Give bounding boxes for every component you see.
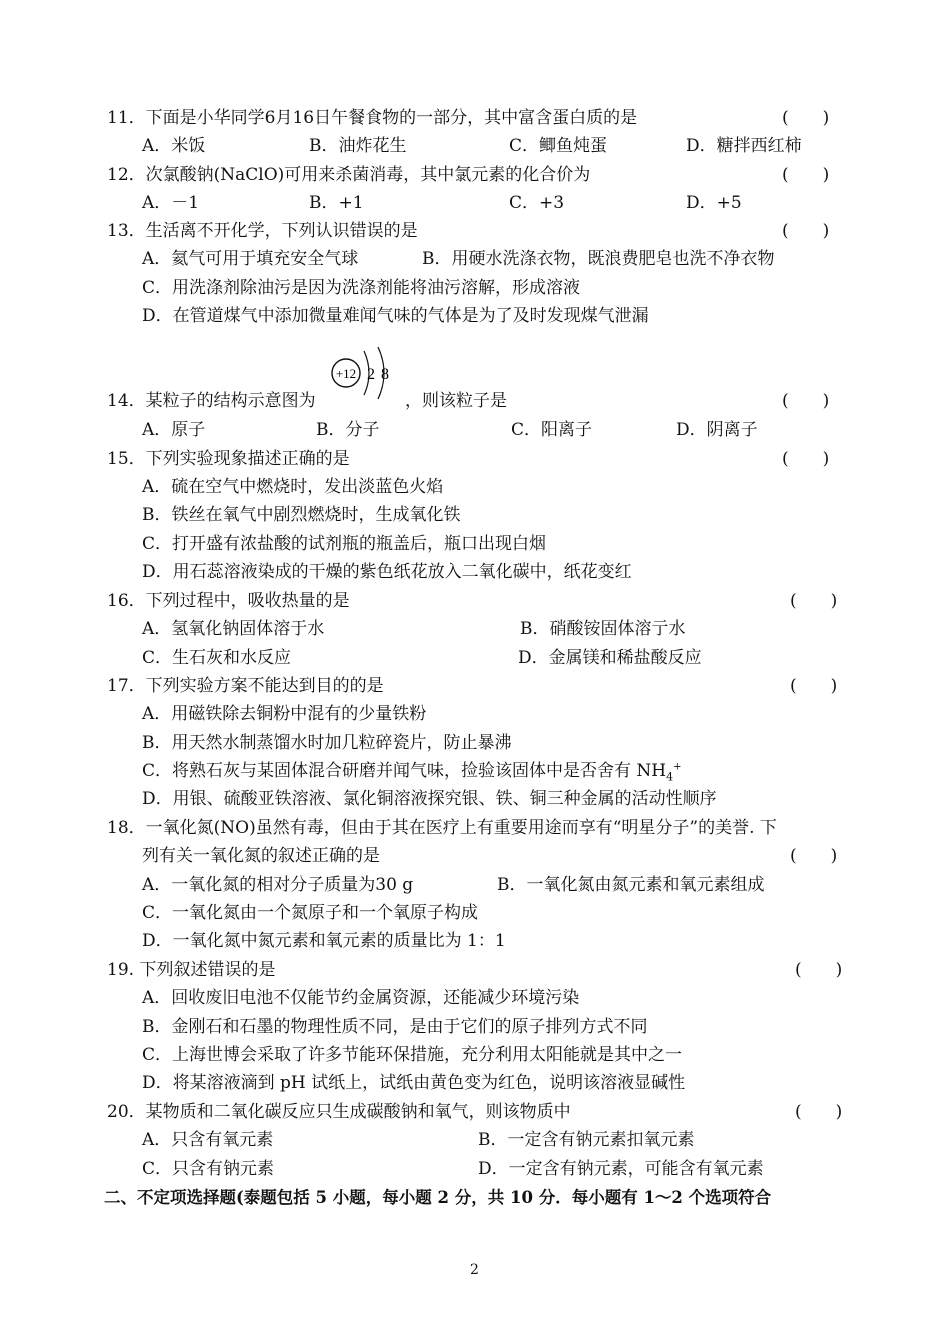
q13-option-d: D．在管道煤气中添加微量难闻气味的气体是为了及时发现煤气泄漏: [142, 306, 649, 326]
q18-stem-line1: 18．一氧化氮(NO)虽然有毒，但由于其在医疗上有重要用途而享有“明星分子”的美誉. 下: [107, 818, 777, 838]
q17-stem: 17．下列实验方案不能达到目的的是: [107, 676, 384, 696]
q12-stem: 12．次氯酸钠(NaClO)可用来杀菌消毒，其中氯元素的化合价为: [107, 165, 591, 185]
q15-answer-bracket: ( ): [782, 449, 830, 469]
q13-stem: 13．生活离不开化学，下列认识错误的是: [107, 221, 418, 241]
q15-option-d: D．用石蕊溶液染成的干燥的紫色纸花放入二氧化碳中，纸花变红: [142, 562, 632, 582]
q19-option-b: B．金刚石和石墨的物理性质不同，是由于它们的原子排列方式不同: [142, 1017, 648, 1037]
q11-option-d: D．糖拌西红柿: [686, 136, 802, 156]
q18-stem-line2: 列有关一氧化氮的叙述正确的是: [142, 846, 380, 866]
q18-option-c: C．一氧化氮由一个氮原子和一个氧原子构成: [142, 903, 479, 923]
q16-answer-bracket: ( ): [790, 591, 838, 611]
q20-option-a: A．只含有氧元素: [142, 1130, 274, 1150]
q13-option-b: B．用硬水洗涤衣物，既浪费肥皂也洗不净衣物: [422, 249, 775, 269]
q13-option-a: A．氦气可用于填充安全气球: [142, 249, 359, 269]
q19-answer-bracket: ( ): [795, 960, 843, 980]
q11-option-c: C．鲫鱼炖蛋: [509, 136, 608, 156]
q20-answer-bracket: ( ): [795, 1102, 843, 1122]
q13-option-c: C．用洗涤剂除油污是因为洗涤剂能将油污溶解，形成溶液: [142, 278, 581, 298]
q15-option-c: C．打开盛有浓盐酸的试剂瓶的瓶盖后，瓶口出现白烟: [142, 534, 547, 554]
q11-option-b: B．油炸花生: [309, 136, 407, 156]
q12-option-b: B．+1: [309, 193, 364, 213]
q19-stem: 19. 下列叙述错误的是: [107, 960, 276, 980]
q11-option-a: A．米饭: [142, 136, 206, 156]
q14-option-d: D．阴离子: [676, 420, 758, 440]
q17-ammonium-subscript: 4: [666, 770, 674, 784]
q19-option-a: A．回收废旧电池不仅能节约金属资源，还能减少环境污染: [142, 988, 580, 1008]
q20-option-c: C．只含有钠元素: [142, 1159, 275, 1179]
q14-option-c: C．阳离子: [511, 420, 593, 440]
q20-option-b: B．一定含有钠元素扣氧元素: [478, 1130, 695, 1150]
q17-option-d: D．用银、硫酸亚铁溶液、氯化铜溶液探究银、铁、铜三种金属的活动性顺序: [142, 789, 717, 809]
q16-option-a: A．氢氧化钠固体溶于水: [142, 619, 325, 639]
q14-answer-bracket: ( ): [782, 391, 830, 411]
q17-option-b: B．用天然水制蒸馏水时加几粒碎瓷片，防止暴沸: [142, 733, 512, 753]
q18-answer-bracket: ( ): [790, 846, 838, 866]
q14-stem-post: ，则该粒子是: [405, 391, 507, 411]
q11-answer-bracket: ( ): [782, 108, 830, 128]
q14-option-b: B．分子: [316, 420, 380, 440]
q15-stem: 15．下列实验现象描述正确的是: [107, 449, 350, 469]
q17-answer-bracket: ( ): [790, 676, 838, 696]
q13-answer-bracket: ( ): [782, 221, 830, 241]
q17-ammonium-charge: +: [673, 761, 682, 773]
q14-option-a: A．原子: [142, 420, 206, 440]
page-number: 2: [470, 1262, 479, 1278]
q12-answer-bracket: ( ): [782, 165, 830, 185]
q16-option-c: C．生石灰和水反应: [142, 648, 292, 668]
q11-stem: 11．下面是小华同学6月16日午餐食物的一部分，其中富含蛋白质的是: [107, 108, 638, 128]
q18-option-b: B．一氧化氮由氮元素和氧元素组成: [497, 875, 765, 895]
atomic-structure-diagram: [328, 343, 404, 403]
q20-stem: 20．某物质和二氧化碳反应只生成碳酸钠和氧气，则该物质中: [107, 1102, 571, 1122]
section-2-header: 二、不定项选择题(泰题包括 5 小题，每小题 2 分，共 10 分．每小题有 1～2 个选项符合: [104, 1188, 772, 1207]
q19-option-d: D．将某溶液滴到 pH 试纸上，试纸由黄色变为红色，说明该溶液显碱性: [142, 1073, 686, 1093]
q15-option-b: B．铁丝在氧气中剧烈燃烧时，生成氧化铁: [142, 505, 461, 525]
q14-stem-pre: 14．某粒子的结构示意图为: [107, 391, 316, 411]
q12-option-d: D．+5: [686, 193, 742, 213]
shell-1-electrons: 2: [367, 366, 375, 383]
q12-option-c: C．+3: [509, 193, 565, 213]
q19-option-c: C．上海世博会采取了许多节能环保措施，充分利用太阳能就是其中之一: [142, 1045, 683, 1065]
q20-option-d: D．一定含有钠元素，可能含有氧元素: [478, 1159, 764, 1179]
q16-option-b: B．硝酸铵固体溶亍水: [520, 619, 686, 639]
q18-option-d: D．一氧化氮中氮元素和氧元素的质量比为 1：1: [142, 931, 506, 951]
q17-option-c: [142, 759, 682, 783]
q15-option-a: A．硫在空气中燃烧时，发出淡蓝色火焰: [142, 477, 444, 497]
q12-option-a: A．－1: [142, 193, 200, 213]
q17-option-c-text: C．将熟石灰与某固体混合研磨并闻气味，捡验该固体中是否舍有 NH: [142, 761, 667, 781]
q16-stem: 16．下列过程中，吸收热量的是: [107, 591, 350, 611]
nucleus-charge: +12: [335, 366, 357, 381]
q16-option-d: D．金属镁和稀盐酸反应: [518, 648, 702, 668]
shell-2-electrons: 8: [381, 366, 389, 383]
q18-option-a: A．一氧化氮的相对分子质量为30 g: [142, 875, 414, 895]
q17-option-a: A．用磁铁除去铜粉中混有的少量铁粉: [142, 704, 427, 724]
